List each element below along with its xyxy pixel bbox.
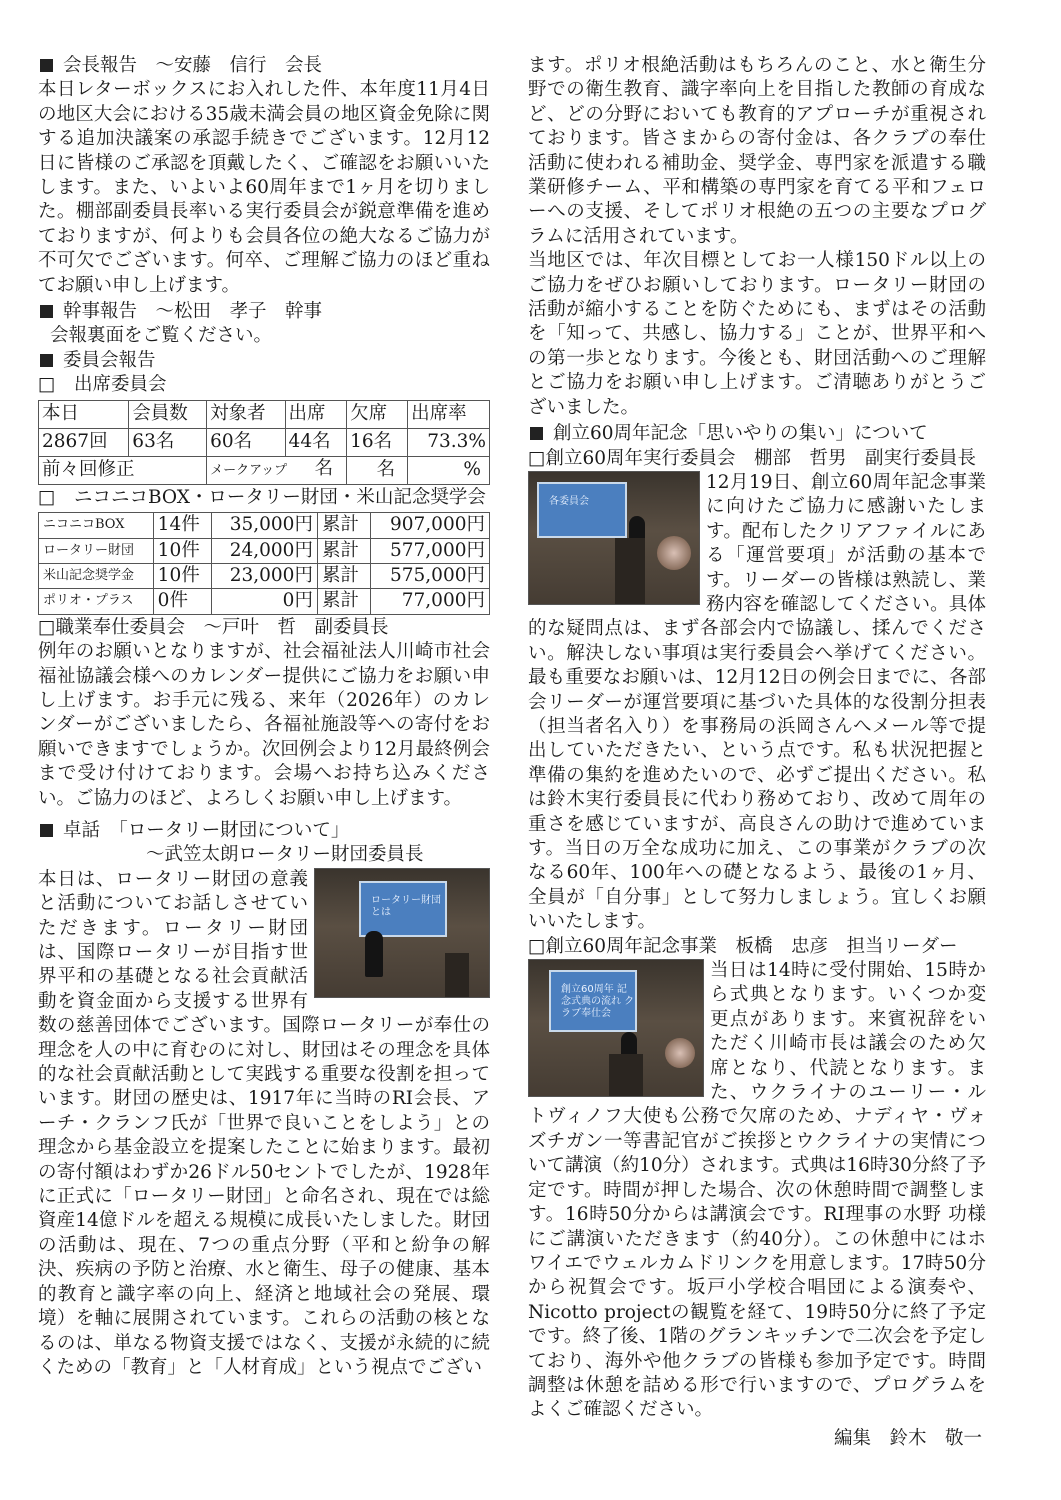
table-cell: 累計	[317, 513, 370, 538]
table-cell: 累計	[317, 563, 370, 588]
president-body: 本日レターボックスにお入れした件、本年度11月4日の地区大会における35歳未満会員の地区資金免除に関する追加決議案の承認手続きでございます。12月12日に皆様のご承認を頂戴したく、ご確認をお願いいたします。また、いよいよ60周年まで1ヶ月を切りました。棚部副委員長率いる実行委員会が鋭意準備を進めておりますが、何よりも会員各位の絶大なるご協力が不可欠でございます。何卒、ご理解ご協力のほど重ねてお願い申し上げます。	[38, 79, 490, 296]
flower-arrangement	[657, 536, 691, 570]
table-cell: 73.3%	[408, 428, 490, 456]
talk-speaker: ～武笠太朗ロータリー財団委員長	[146, 844, 424, 866]
table-cell: 出席率	[408, 400, 490, 428]
anniversary-committee-body: 12月19日、創立60周年記念事業に向けたご協力に感謝いたします。配布したクリアファイルにある「運営要項」が活動の基本です。リーダーの皆様は熟読し、業務内容を確認してください。具体的な疑問点は、まず各部会内で協議し、揉んでください。解決しない事項は実行委員会へ挙げてください。最も重要なお願いは、12月12日の例会日までに、各部会リーダーが運営要項に基づいた具体的な役割分担表（担当者名入り）を事務局の浜岡さんへメール等で提出していただきたい、という点です。私も状況把握と準備の集約を進めたいので、必ずご提出ください。私は鈴木実行委員長に代わり務めており、改めて周年の重さを感じていますが、高良さんの助けで進めています。当日の万全な成功に加え、この事業がクラブの次なる60年、100年への礎となるよう、最後の1ヶ月、全員が「自分事」として努力しましょう。宜しくお願いいたします。	[528, 471, 986, 933]
table-cell: 77,000円	[370, 589, 489, 614]
committee-photo	[528, 471, 700, 605]
projector-screen: 各委員会	[537, 482, 627, 538]
anniversary-event-heading: □創立60周年記念事業 板橋 忠彦 担当リーダー	[528, 935, 958, 957]
right-column	[528, 54, 986, 1451]
donations-heading: □ ニコニコBOX・ロータリー財団・米山記念奨学会	[38, 486, 486, 508]
talk-body-right-2: 当地区では、年次目標としてお一人様150ドル以上のご協力をぜひお願いしております。ロータリー財団の活動が縮小することを防ぐためにも、まずはその活動を「知って、共感し、協力する」ことが、世界平和への第一歩となります。今後とも、財団活動へのご理解とご協力をお願い申し上げます。ご清聴ありがとうございました。	[528, 250, 986, 418]
committee-heading: 委員会報告	[38, 349, 490, 373]
square-bullet-icon	[530, 427, 543, 440]
projector-screen: ロータリー財団とは	[359, 881, 447, 937]
attendance-table	[38, 400, 490, 485]
table-cell: 累計	[317, 538, 370, 563]
table-row	[39, 428, 490, 456]
square-bullet-icon	[40, 354, 53, 367]
table-cell: メークアップ 名	[207, 456, 347, 484]
table-cell: 0件	[153, 589, 212, 614]
vocational-heading: □職業奉仕委員会 ～戸叶 哲 副委員長	[38, 616, 389, 638]
talk-heading: 卓話 「ロータリー財団について」	[38, 819, 490, 843]
table-cell: 24,000円	[212, 538, 318, 563]
secretary-body: 会報裏面をご覧ください。	[50, 325, 273, 347]
table-cell: 累計	[317, 589, 370, 614]
table-cell: 本日	[39, 400, 129, 428]
anniversary-heading: 創立60周年記念「思いやりの集い」について	[528, 422, 986, 446]
table-cell: 16名	[347, 428, 408, 456]
attendance-heading: □ 出席委員会	[38, 374, 167, 396]
table-cell: 577,000円	[370, 538, 489, 563]
table-row	[39, 400, 490, 428]
square-bullet-icon	[40, 305, 53, 318]
podium	[445, 953, 469, 997]
table-cell: 欠席	[347, 400, 408, 428]
editor-credit: 編集 鈴木 敬一	[833, 1427, 982, 1449]
table-cell: 0円	[212, 589, 318, 614]
table-row	[39, 513, 490, 538]
table-cell: 907,000円	[370, 513, 489, 538]
vocational-body: 例年のお願いとなりますが、社会福祉法人川崎市社会福祉協議会様へのカレンダー提供にご協力をお願い申し上げます。お手元に残る、来年（2026年）のカレンダーがございましたら、各福祉施設等への寄付をお願いできますでしょうか。次回例会より12月最終例会まで受け付けております。会場へお持ち込みください。ご協力のほど、よろしくお願い申し上げます。	[38, 641, 490, 809]
table-cell: 10件	[153, 538, 212, 563]
table-cell: 2867回	[39, 428, 129, 456]
anniversary-event-body: 当日は14時に受付開始、15時から式典となります。いくつか変更点があります。来賓祝辞をいただく川崎市長は議会のため欠席となり、代読となります。また、ウクライナのユーリー・ルトヴィノフ大使も公務で欠席のため、ナディヤ・ヴォズチガン一等書記官がご挨拶とウクライナの実情について講演（約10分）されます。式典は16時30分終了予定です。時間が押した場合、次の休憩時間で調整します。16時50分からは講演会です。RI理事の水野 功様にご講演いただきます（約40分）。この休憩中にはホワイエでウェルカムドリンクを用意します。17時50分から祝賀会です。坂戸小学校合唱団による演奏や、Nicotto projectの観覧を経て、19時50分に終了予定です。終了後、1階のグランキッチンで二次会を予定しており、海外や他クラブの皆様も参加予定です。時間調整は休憩を詰める形で行いますので、プログラムをよくご確認ください。	[528, 960, 986, 1421]
anniversary-committee-heading: □創立60周年実行委員会 棚部 哲男 副実行委員長	[528, 447, 977, 469]
podium	[615, 538, 645, 604]
table-cell: ニコニコBOX	[39, 513, 154, 538]
secretary-heading: 幹事報告 ～松田 孝子 幹事	[38, 300, 490, 324]
president-heading: 会長報告 ～安藤 信行 会長	[38, 54, 490, 78]
table-cell: 名	[347, 456, 408, 484]
left-column	[38, 54, 490, 1380]
table-cell: 35,000円	[212, 513, 318, 538]
flower-arrangement	[665, 1038, 695, 1068]
table-row	[39, 589, 490, 614]
table-cell: 米山記念奨学金	[39, 563, 154, 588]
table-row	[39, 456, 490, 484]
table-cell: 対象者	[207, 400, 285, 428]
table-cell: 14件	[153, 513, 212, 538]
talk-body-left: 本日は、ロータリー財団の意義と活動についてお話しさせていただきます。ロータリー財団は、国際ロータリーが目指す世界平和の基礎となる社会貢献活動を資金面から支援する世界有数の慈善団体でございます。国際ロータリーが奉仕の理念を人の中に育むのに対し、財団はその理念を具体的な社会貢献活動として実践する重要な役割を担っています。財団の歴史は、1917年に当時のRI会長、アーチ・クランフ氏が「世界で良いことをしよう」との理念から基金設立を提案したことに始まります。最初の寄付額はわずか26ドル50セントでしたが、1928年に正式に「ロータリー財団」と命名され、現在では総資産14億ドルを超える規模に成長いたしました。財団の活動は、現在、7つの重点分野（平和と紛争の解決、疾病の予防と治療、水と衛生、母子の健康、基本的教育と識字率の向上、経済と地域社会の発展、環境）を軸に展開されています。これらの活動の核となるのは、単なる物資支援ではなく、支援が永続的に続くための「教育」と「人材育成」という視点でござい	[38, 868, 490, 1378]
table-cell: 前々回修正	[39, 456, 207, 484]
projector-screen: 創立60周年 記念式典の流れ クラブ奉仕会	[549, 970, 637, 1032]
table-cell: 60名	[207, 428, 285, 456]
table-cell: 575,000円	[370, 563, 489, 588]
table-cell: 出席	[285, 400, 347, 428]
speaker-figure	[365, 931, 383, 977]
table-cell: %	[408, 456, 490, 484]
table-cell: 23,000円	[212, 563, 318, 588]
table-cell: ロータリー財団	[39, 538, 154, 563]
event-photo	[528, 959, 704, 1097]
table-cell: 10件	[153, 563, 212, 588]
talk-photo	[314, 868, 490, 998]
table-cell: 63名	[129, 428, 207, 456]
table-row	[39, 563, 490, 588]
donations-table	[38, 512, 490, 615]
table-cell: ポリオ・プラス	[39, 589, 154, 614]
table-cell: 44名	[285, 428, 347, 456]
table-row	[39, 538, 490, 563]
table-cell: 会員数	[129, 400, 207, 428]
talk-body-right: ます。ポリオ根絶活動はもちろんのこと、水と衛生分野での衛生教育、識字率向上を目指した教師の育成など、どの分野においても教育的アプローチが重視されております。皆さまからの寄付金は、各クラブの奉仕活動に使われる補助金、奨学金、専門家を派遣する職業研修チーム、平和構築の専門家を育てる平和フェローへの支援、そしてポリオ根絶の五つの主要なプログラムに活用されています。	[528, 55, 986, 247]
podium	[609, 1054, 643, 1096]
square-bullet-icon	[40, 59, 53, 72]
square-bullet-icon	[40, 824, 53, 837]
